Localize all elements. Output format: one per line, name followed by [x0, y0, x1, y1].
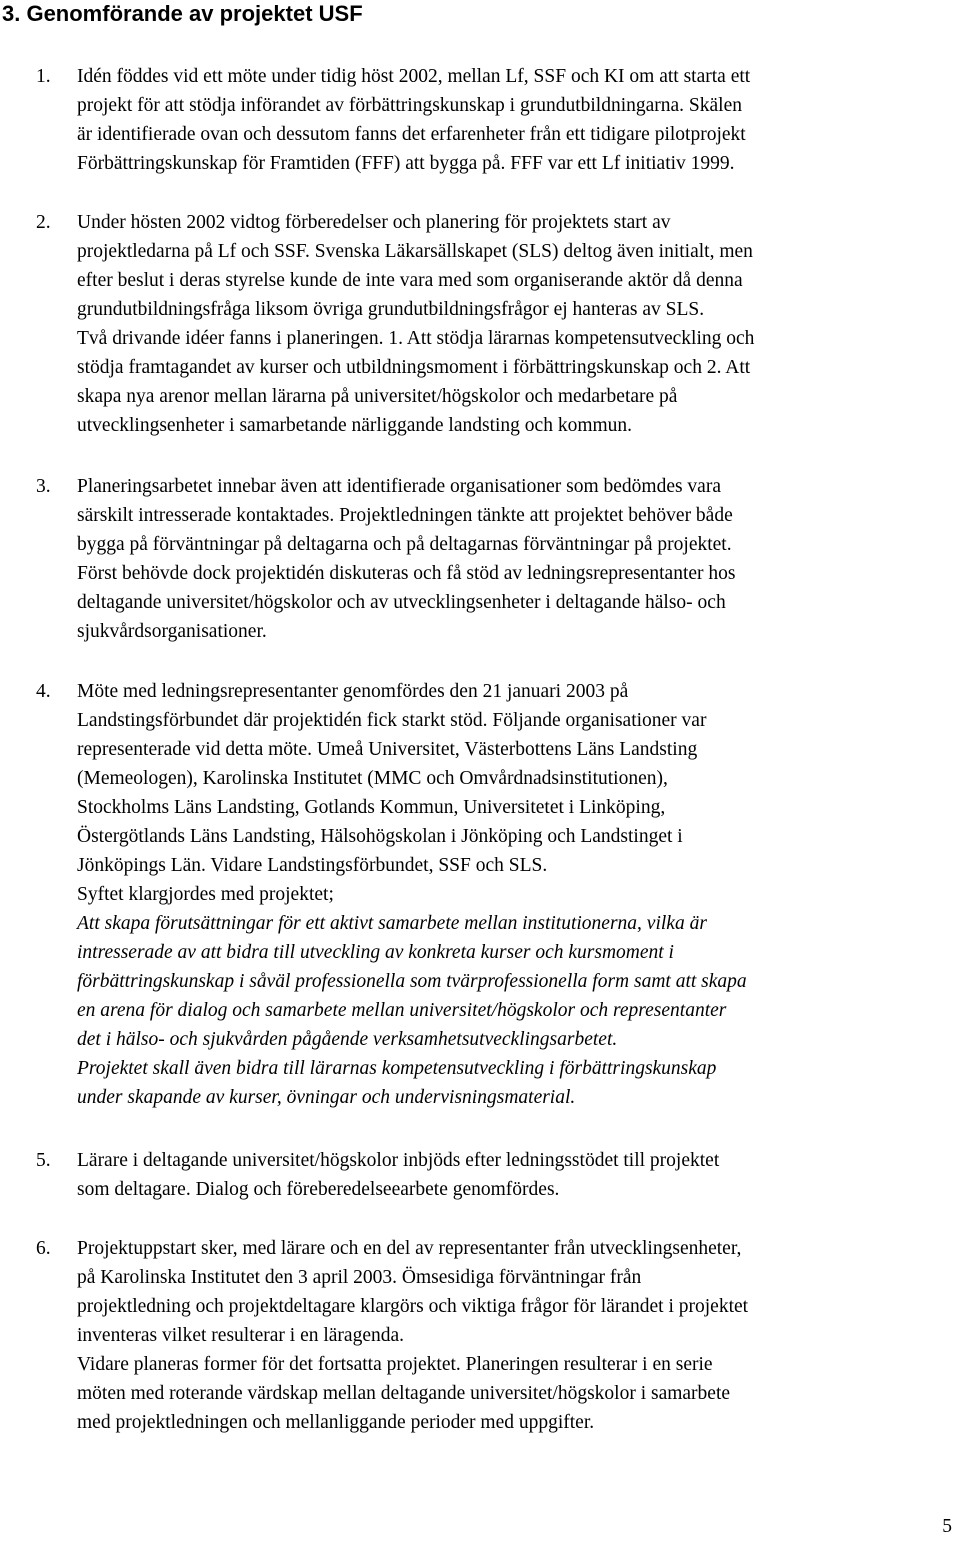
list-item-text — [77, 472, 959, 646]
text-line: Förbättringskunskap för Framtiden (FFF) att bygga på. FFF var ett Lf initiativ 1999. — [77, 153, 735, 174]
text-line: särskilt intresserade kontaktades. Projektledningen tänkte att projektet behöver både — [77, 505, 733, 526]
text-line: skapa nya arenor mellan lärarna på universitet/högskolor och medarbetare på — [77, 386, 678, 407]
list-item-text — [77, 1234, 959, 1437]
text-line: Lärare i deltagande universitet/högskolor inbjöds efter ledningsstödet till projektet — [77, 1150, 720, 1171]
text-line: stödja framtagandet av kurser och utbildningsmoment i förbättringskunskap och 2. Att — [77, 357, 751, 378]
italic-text-line: under skapande av kurser, övningar och undervisningsmaterial. — [77, 1087, 576, 1108]
text-line: som deltagare. Dialog och föreberedelseearbete genomfördes. — [77, 1179, 560, 1200]
text-line: Först behövde dock projektidén diskuteras och få stöd av ledningsrepresentanter hos — [77, 563, 736, 584]
list-number: 2. — [36, 212, 51, 233]
list-number: 3. — [36, 476, 51, 497]
text-line: representerade vid detta möte. Umeå Universitet, Västerbottens Läns Landsting — [77, 739, 698, 760]
text-line: grundutbildningsfråga liksom övriga grundutbildningsfrågor ej hanteras av SLS. — [77, 299, 705, 320]
text-line: med projektledningen och mellanliggande perioder med uppgifter. — [77, 1412, 595, 1433]
text-line: projektledarna på Lf och SSF. Svenska Läkarsällskapet (SLS) deltog även initialt, men — [77, 241, 753, 262]
italic-text-line: det i hälso- och sjukvården pågående verksamhetsutvecklingsarbetet. — [77, 1029, 618, 1050]
text-line: Stockholms Läns Landsting, Gotlands Kommun, Universitetet i Linköping, — [77, 797, 666, 818]
text-line: Vidare planeras former för det fortsatta projektet. Planeringen resulterar i en serie — [77, 1354, 713, 1375]
list-number: 4. — [36, 681, 51, 702]
list-item-text — [77, 677, 959, 1112]
text-line: sjukvårdsorganisationer. — [77, 621, 267, 642]
list-number: 1. — [36, 66, 51, 87]
text-line: Jönköpings Län. Vidare Landstingsförbundet, SSF och SLS. — [77, 855, 548, 876]
text-line: Östergötlands Läns Landsting, Hälsohögskolan i Jönköping och Landstinget i — [77, 826, 683, 847]
text-line: är identifierade ovan och dessutom fanns det erfarenheter från ett tidigare pilotprojekt — [77, 124, 746, 145]
text-line: (Memeologen), Karolinska Institutet (MMC och Omvårdnadsinstitutionen), — [77, 768, 668, 789]
list-item-text — [77, 1146, 959, 1204]
text-line: efter beslut i deras styrelse kunde de inte vara med som organiserande aktör då denna — [77, 270, 743, 291]
italic-text-line: Projektet skall även bidra till lärarnas kompetensutveckling i förbättringskunskap — [77, 1058, 717, 1079]
section-heading: 3. Genomförande av projektet USF — [2, 1, 363, 26]
list-item-text — [77, 208, 959, 440]
list-item-text — [77, 62, 959, 178]
text-line: deltagande universitet/högskolor och av utvecklingsenheter i deltagande hälso- och — [77, 592, 726, 613]
text-line: på Karolinska Institutet den 3 april 2003. Ömsesidiga förväntningar från — [77, 1267, 642, 1288]
text-line: inventeras vilket resulterar i en läragenda. — [77, 1325, 405, 1346]
text-line: Projektuppstart sker, med lärare och en del av representanter från utvecklingsenheter, — [77, 1238, 742, 1259]
page-number: 5 — [942, 1516, 952, 1537]
text-line: projektledning och projektdeltagare klargörs och viktiga frågor för lärandet i projektet — [77, 1296, 749, 1317]
text-line: Idén föddes vid ett möte under tidig höst 2002, mellan Lf, SSF och KI om att starta ett — [77, 66, 751, 87]
text-line: Möte med ledningsrepresentanter genomfördes den 21 januari 2003 på — [77, 681, 629, 702]
list-number: 5. — [36, 1150, 51, 1171]
italic-text-line: en arena för dialog och samarbete mellan universitet/högskolor och representanter — [77, 1000, 727, 1021]
text-line: Under hösten 2002 vidtog förberedelser och planering för projektets start av — [77, 212, 671, 233]
text-line: Två drivande idéer fanns i planeringen. 1. Att stödja lärarnas kompetensutveckling och — [77, 328, 755, 349]
text-line: bygga på förväntningar på deltagarna och på deltagarnas förväntningar på projektet. — [77, 534, 732, 555]
italic-text-line: Att skapa förutsättningar för ett aktivt samarbete mellan institutionerna, vilka är — [77, 913, 707, 934]
text-line: projekt för att stödja införandet av förbättringskunskap i grundutbildningarna. Skälen — [77, 95, 743, 116]
italic-text-line: intresserade av att bidra till utveckling av konkreta kurser och kursmoment i — [77, 942, 674, 963]
text-line: utvecklingsenheter i samarbetande närliggande landsting och kommun. — [77, 415, 633, 436]
list-number: 6. — [36, 1238, 51, 1259]
italic-text-line: förbättringskunskap i såväl professionella som tvärprofessionella form samt att skapa — [77, 971, 747, 992]
text-line: möten med roterande värdskap mellan deltagande universitet/högskolor i samarbete — [77, 1383, 731, 1404]
text-line: Syftet klargjordes med projektet; — [77, 884, 334, 905]
text-line: Planeringsarbetet innebar även att identifierade organisationer som bedömdes vara — [77, 476, 721, 497]
text-line: Landstingsförbundet där projektidén fick starkt stöd. Följande organisationer var — [77, 710, 707, 731]
